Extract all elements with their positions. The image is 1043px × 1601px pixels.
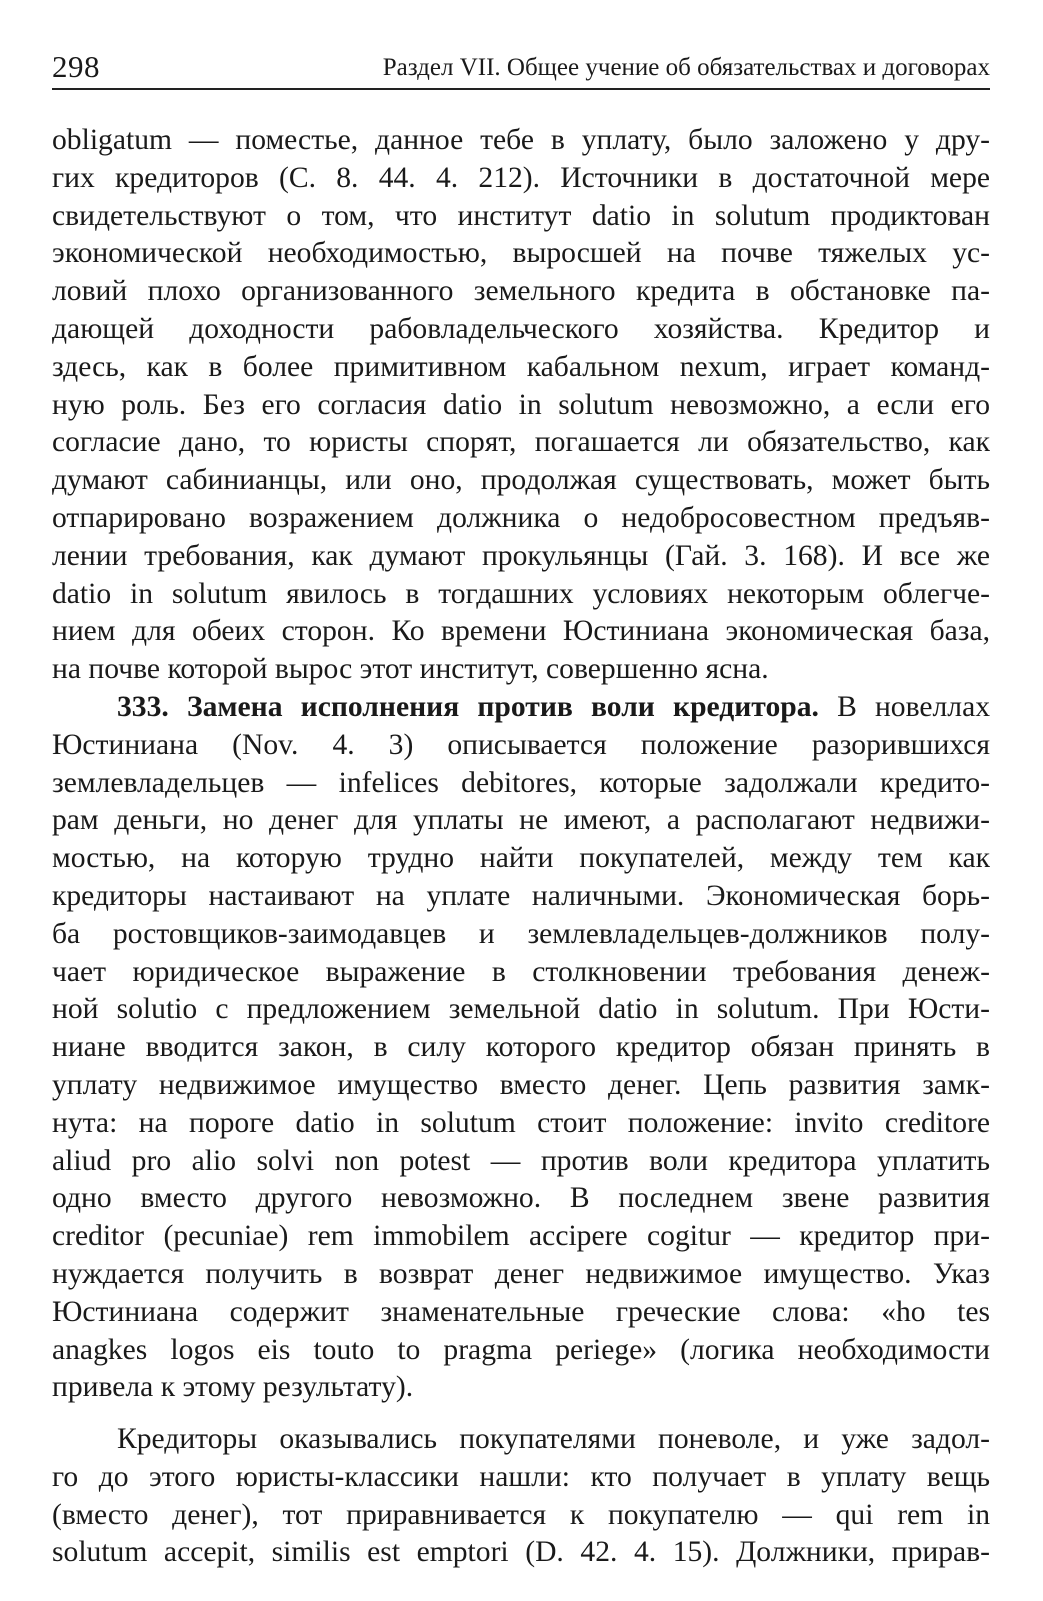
text-line: одно вместо другого невозможно. В последнем звене развития	[52, 1182, 990, 1215]
text-line: привела к этому результату).	[52, 1371, 414, 1404]
text-line: aliud pro alio solvi non potest — против воли кредитора уплатить	[52, 1144, 990, 1177]
text-line: нуждается получить в возврат денег недвижимое имущество. Указ	[52, 1257, 990, 1290]
text-line: землевладельцев — infelices debitores, которые задолжали кредито-	[52, 766, 990, 799]
text-line: здесь, как в более примитивном кабальном nexum, играет команд-	[52, 350, 990, 383]
text-line: creditor (pecuniae) rem immobilem accipere cogitur — кредитор при-	[52, 1220, 990, 1253]
text-line: (вместо денег), тот приравнивается к покупателю — qui rem in	[52, 1498, 990, 1531]
text-line: ниане вводится закон, в силу которого кредитор обязан принять в	[52, 1031, 990, 1064]
text-line: гих кредиторов (С. 8. 44. 4. 212). Источники в достаточной мере	[52, 161, 990, 194]
text-line: экономической необходимостью, выросшей на почве тяжелых ус-	[52, 237, 990, 270]
text-line: Кредиторы оказывались покупателями поневоле, и уже задол-	[117, 1423, 990, 1456]
text-line: ба ростовщиков-заимодавцев и землевладельцев-должников полу-	[52, 917, 990, 950]
text-line: нута: на пороге datio in solutum стоит положение: invito creditore	[52, 1106, 990, 1139]
section-heading: 333. Замена исполнения против воли кредитора.	[117, 690, 819, 723]
text-line: согласие дано, то юристы спорят, погашается ли обязательство, как	[52, 426, 990, 459]
body-text	[52, 122, 990, 1572]
text-line: Юстиниана (Nov. 4. 3) описывается положение разорившихся	[52, 728, 990, 761]
text-line: obligatum — поместье, данное тебе в уплату, было заложено у дру-	[52, 124, 990, 156]
section-first-line-text: В новеллах	[818, 690, 990, 723]
text-line: чает юридическое выражение в столкновении требования денеж-	[52, 955, 990, 988]
text-line: нием для обеих сторон. Ко времени Юстиниана экономическая база,	[52, 615, 990, 648]
text-line: думают сабинианцы, или оно, продолжая существовать, может быть	[52, 464, 990, 497]
text-line: уплату недвижимое имущество вместо денег. Цепь развития замк-	[52, 1068, 990, 1101]
paragraph-creditors	[52, 1421, 990, 1572]
text-line: на почве которой вырос этот институт, совершенно ясна.	[52, 653, 769, 686]
text-line: дающей доходности рабовладельческого хозяйства. Кредитор и	[52, 312, 990, 345]
text-line: рам деньги, но денег для уплаты не имеют, а располагают недвижи-	[52, 804, 990, 837]
text-line: свидетельствуют о том, что институт datio in solutum продиктован	[52, 199, 990, 232]
text-line: Юстиниана содержит знаменательные греческие слова: «ho tes	[52, 1295, 990, 1328]
text-line: отпарировано возражением должника о недобросовестном предъяв-	[52, 501, 990, 534]
running-title: Раздел VII. Общее учение об обязательствах и договорах	[382, 54, 990, 81]
text-line: ной solutio с предложением земельной datio in solutum. При Юсти-	[52, 993, 990, 1026]
section-first-line	[52, 689, 990, 727]
text-line: solutum accepit, similis est emptori (D. 42. 4. 15). Должники, прирав-	[52, 1536, 990, 1569]
section-333	[52, 689, 990, 1407]
text-line: anagkes logos eis touto to pragma periege» (логика необходимости	[52, 1333, 990, 1366]
running-head	[52, 38, 990, 90]
text-line: го до этого юристы-классики нашли: кто получает в уплату вещь	[52, 1460, 990, 1493]
paragraph-gap	[52, 1407, 990, 1421]
text-line: ную роль. Без его согласия datio in solutum невозможно, а если его	[52, 388, 990, 421]
paragraph-continuation	[52, 122, 990, 689]
text-line: datio in solutum явилось в тогдашних условиях некоторым облегче-	[52, 577, 990, 610]
text-line: лении требования, как думают прокульянцы (Гай. 3. 168). И все же	[52, 539, 990, 572]
text-line: кредиторы настаивают на уплате наличными. Экономическая борь-	[52, 879, 990, 912]
page-number: 298	[52, 49, 100, 84]
text-line: мостью, на которую трудно найти покупателей, между тем как	[52, 842, 990, 875]
text-line: ловий плохо организованного земельного кредита в обстановке па-	[52, 275, 990, 308]
